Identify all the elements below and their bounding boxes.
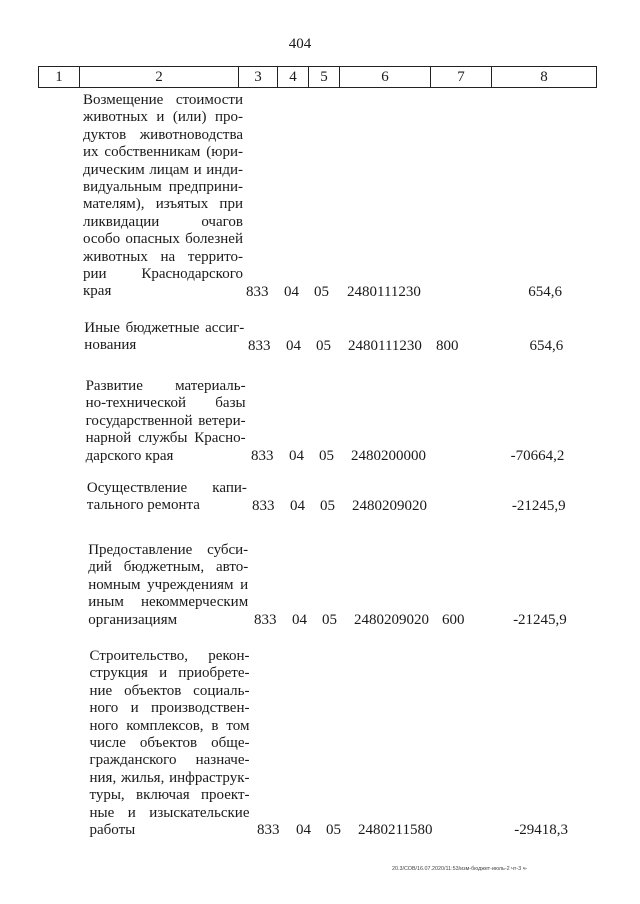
row-c3: 833 — [248, 337, 271, 354]
table-row — [0, 320, 640, 355]
header-col-5: 5 — [309, 67, 340, 87]
row-name-line: мателям), изъятых при — [83, 196, 243, 213]
row-name-line: но-технической базы — [85, 395, 246, 412]
table-row — [0, 648, 640, 839]
row-name-line: края — [83, 283, 112, 300]
header-col-8: 8 — [540, 69, 548, 85]
row-name-line: животных и (или) про- — [83, 109, 243, 126]
row-c5: 05 — [326, 822, 341, 839]
table-row — [0, 378, 640, 465]
row-c3: 833 — [252, 497, 275, 514]
row-c7: 600 — [442, 612, 465, 628]
row-name-line: номным учреждениям и — [88, 576, 249, 593]
row-c8: -21245,9 — [513, 612, 567, 628]
row-c4: 04 — [290, 497, 305, 514]
header-col-7: 7 — [431, 67, 492, 87]
row-c6: 2480209020 — [354, 612, 429, 628]
header-col-6: 6 — [340, 67, 431, 87]
header-col-3: 3 — [239, 67, 278, 87]
row-name-line: гражданского назначе- — [89, 752, 250, 769]
row-c6: 2480111230 — [347, 283, 421, 300]
row-name — [87, 480, 247, 515]
row-c7: 800 — [436, 337, 459, 354]
row-name-line: дарского края — [85, 447, 174, 464]
row-c8: -29418,3 — [514, 822, 568, 839]
table-row — [0, 542, 640, 629]
row-c6: 2480111230 — [348, 337, 422, 354]
row-c3: 833 — [251, 448, 274, 464]
table-header — [38, 66, 597, 88]
row-name-line: животных на террито- — [83, 248, 243, 265]
row-name-line: Строительство, рекон- — [89, 648, 250, 664]
row-c8: 654,6 — [529, 337, 564, 354]
row-c8: 654,6 — [528, 283, 562, 300]
row-name-line: нования — [84, 337, 137, 354]
row-name-line: числе объектов обще- — [89, 735, 250, 752]
row-name-line: ние объектов социаль- — [89, 682, 250, 699]
row-c8: -70664,2 — [510, 448, 565, 464]
row-c4: 04 — [286, 337, 301, 354]
row-name — [84, 320, 244, 355]
row-name-line: туры, включая проект- — [89, 787, 250, 804]
row-name — [88, 542, 248, 629]
row-name-line: Развитие материаль- — [85, 378, 246, 394]
row-name-line: ликвидации очагов — [83, 213, 243, 230]
row-c4: 04 — [289, 448, 304, 464]
row-c6: 2480211580 — [358, 822, 433, 839]
header-col-2: 2 — [80, 67, 239, 87]
header-col-4: 4 — [278, 67, 309, 87]
row-name-line: тального ремонта — [86, 497, 200, 514]
row-name-line: иным некоммерческим — [88, 594, 249, 611]
row-name — [90, 648, 250, 839]
row-c6: 2480200000 — [351, 448, 426, 464]
row-name-line: государственной ветери- — [85, 412, 246, 429]
row-c8: -21245,9 — [511, 497, 566, 514]
row-name-line: рии Краснодарского — [83, 266, 243, 283]
row-name — [86, 378, 246, 465]
row-name-line: их собственникам (юри- — [83, 144, 243, 161]
row-name-line: ния, жилья, инфраструк- — [89, 769, 250, 786]
row-c6: 2480209020 — [352, 497, 427, 514]
row-name-line: ные и изыскательские — [89, 804, 250, 821]
row-c5: 05 — [320, 497, 335, 514]
row-name-line: видуальным предприни- — [83, 179, 243, 196]
row-name-line: дуктов животноводства — [83, 126, 243, 143]
header-col-1: 1 — [39, 67, 80, 87]
row-c4: 04 — [296, 822, 311, 839]
row-c5: 05 — [316, 337, 331, 354]
row-name-line: организациям — [88, 611, 178, 628]
row-name-line: нарной службы Красно- — [85, 430, 246, 447]
row-name-line: струкция и приобрете- — [89, 665, 250, 682]
row-name-line: дическим лицам и инди- — [83, 161, 243, 178]
row-name-line: работы — [89, 822, 136, 839]
row-c5: 05 — [314, 283, 329, 300]
row-c3: 833 — [246, 283, 269, 300]
row-c5: 05 — [319, 448, 334, 464]
row-c4: 04 — [284, 283, 299, 300]
table-row — [0, 480, 640, 515]
table-row — [0, 92, 640, 301]
row-name-line: дий бюджетным, авто- — [88, 559, 249, 576]
row-name-line: Возмещение стоимости — [83, 92, 243, 108]
document-footer: 20.3/СОВ/16.07.2020/11:53/изм-бюджет-июль-2 чт-3 ч- — [392, 866, 528, 872]
row-name-line: особо опасных болезней — [83, 231, 243, 248]
row-c3: 833 — [254, 612, 277, 628]
row-c4: 04 — [292, 612, 307, 628]
page-number: 404 — [288, 36, 312, 52]
row-c5: 05 — [322, 612, 337, 628]
row-name — [83, 92, 243, 301]
row-name-line: Осуществление капи- — [86, 480, 247, 496]
row-name-line: ного и производствен- — [89, 700, 250, 717]
row-name-line: ного комплексов, в том — [89, 717, 250, 734]
row-name-line: Предоставление субси- — [88, 542, 249, 558]
row-name-line: Иные бюджетные ассиг- — [84, 320, 245, 336]
row-c3: 833 — [257, 822, 280, 839]
